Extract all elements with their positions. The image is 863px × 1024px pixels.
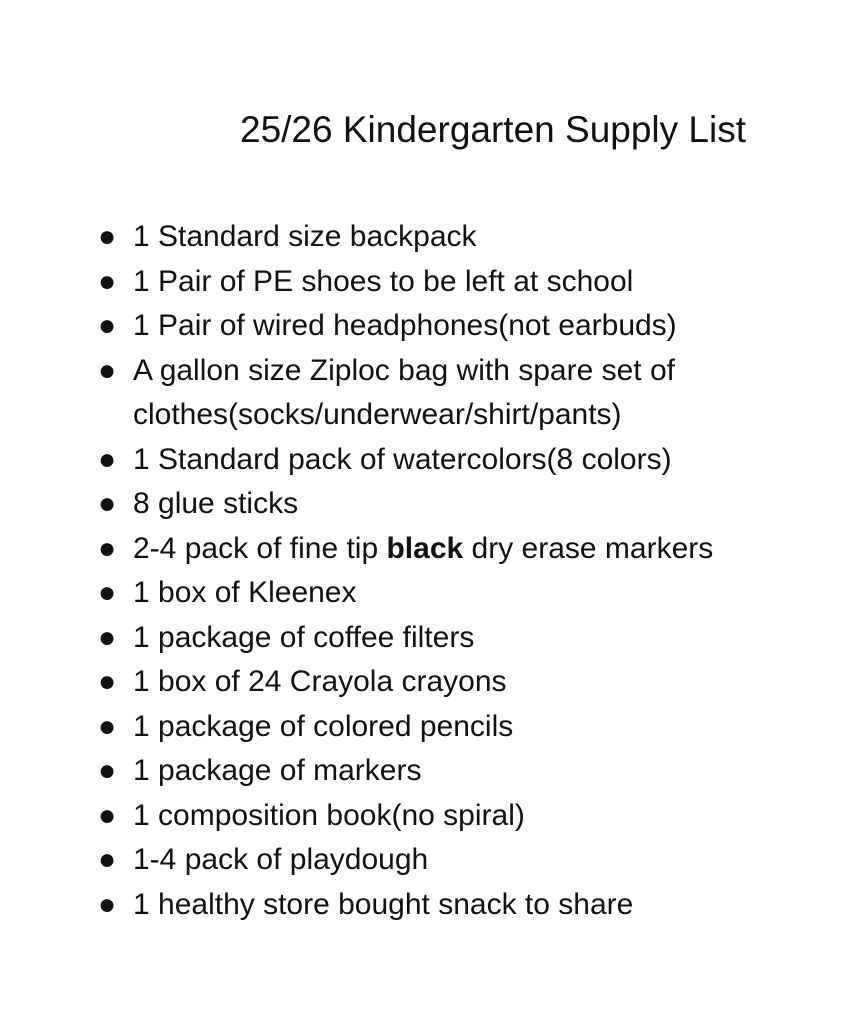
bullet-icon: ● [98,309,117,342]
bullet-icon: ● [98,798,117,832]
bullet-icon: ● [98,709,117,743]
bullet-icon: ● [98,531,117,565]
list-item [98,260,838,305]
list-item-text: A gallon size Ziploc bag with spare set of clothes(socks/underwear/shirt/pants) [133,353,675,431]
list-item [98,438,838,483]
bullet-icon: ● [98,887,117,921]
list-item-bold-word: black [386,531,464,565]
list-item-text: 1 package of markers [133,754,422,787]
bullet-icon: ● [98,665,117,698]
page-title: 25/26 Kindergarten Supply List [240,109,747,150]
list-item [98,349,838,438]
list-item-text: 1 box of Kleenex [133,576,357,609]
list-item [98,304,838,349]
bullet-icon: ● [98,843,117,876]
list-item [98,705,838,750]
bullet-icon: ● [98,576,117,609]
list-item [98,527,838,572]
list-item [98,838,838,883]
list-item [98,215,838,260]
bullet-icon: ● [98,442,117,476]
bullet-icon: ● [98,754,117,787]
list-item [98,749,838,794]
list-item [98,883,838,928]
list-item-text: 1 Standard pack of watercolors(8 colors) [133,442,672,476]
list-item-text: 1 box of 24 Crayola crayons [133,665,507,698]
list-item-text: 8 glue sticks [133,487,299,520]
list-item-text: 1 package of colored pencils [133,709,514,743]
list-item-text: 1 Pair of wired headphones(not earbuds) [133,309,677,342]
bullet-icon: ● [98,353,117,387]
bullet-icon: ● [98,487,117,520]
list-item [98,482,838,527]
list-item-text: 1-4 pack of playdough [133,843,429,876]
list-item-text: 1 composition book(no spiral) [133,798,525,832]
list-item-text: 1 package of coffee filters [133,620,475,654]
list-item-text: 1 healthy store bought snack to share [133,887,634,921]
list-item [98,571,838,616]
list-item [98,616,838,661]
list-item [98,794,838,839]
bullet-icon: ● [98,264,117,298]
list-item-text: 1 Pair of PE shoes to be left at school [133,264,634,298]
list-item [98,660,838,705]
supply-list [98,215,838,927]
list-item-text [133,527,838,572]
bullet-icon: ● [98,220,117,253]
list-item-text: 1 Standard size backpack [133,220,477,253]
list-item-text-start: 2-4 pack of fine tip [133,531,387,565]
bullet-icon: ● [98,620,117,654]
list-item-text-end: dry erase markers [463,531,714,565]
